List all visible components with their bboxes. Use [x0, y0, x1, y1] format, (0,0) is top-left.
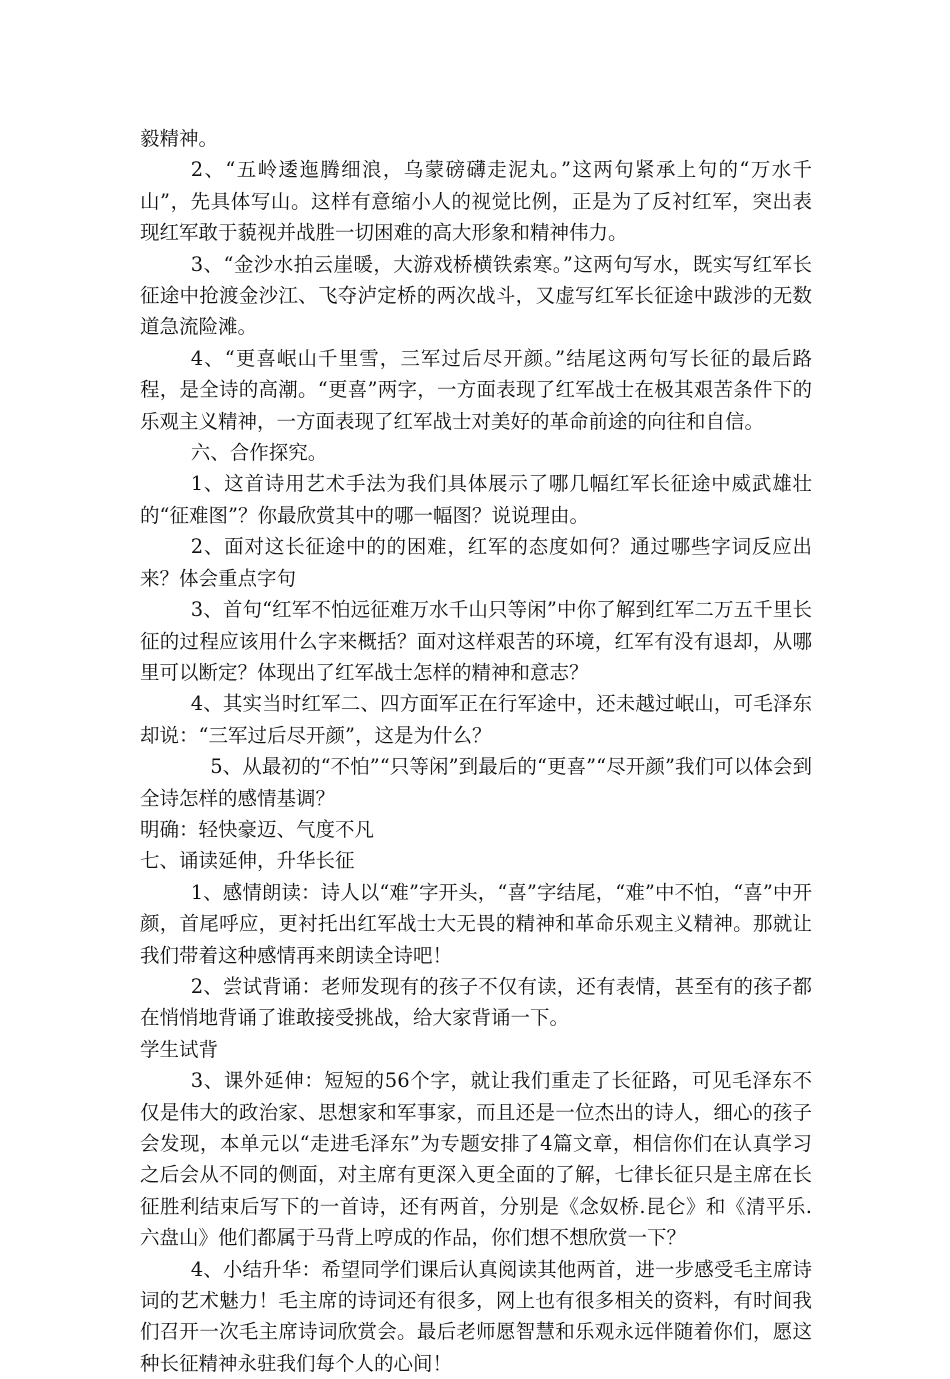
paragraph-question-2: 2、面对这长征途中的的困难，红军的态度如何？通过哪些字词反应出来？体会重点字句: [140, 535, 812, 590]
paragraph-question-4: 4、其实当时红军二、四方面军正在行军途中，还未越过岷山，可毛泽东却说：“三军过后尽开颜”，这是为什么？: [140, 692, 812, 747]
paragraph-continuation: 毅精神。: [140, 127, 219, 150]
section-heading-7: 七、诵读延伸，升华长征: [140, 849, 355, 873]
paragraph-step-3: 3、课外延伸：短短的56个字，就让我们重走了长征路，可见毛泽东不仅是伟大的政治家、思想家和军事家，而且还是一位杰出的诗人，细心的孩子会发现，本单元以“走进毛泽东”为专题安排了4篇文章，相信你们在认真学习之后会从不同的侧面，对主席有更深入更全面的了解，七律长征只是主席在长征胜利结束后写下的一首诗，还有两首，分别是《念奴桥.昆仑》和《清平乐.六盘山》他们都属于马背上哼成的作品，你们想不想欣赏一下？: [140, 1069, 812, 1250]
paragraph-step-2: 2、尝试背诵：老师发现有的孩子不仅有读，还有表情，甚至有的孩子都在悄悄地背诵了谁敢接受挑战，给大家背诵一下。: [140, 974, 812, 1030]
paragraph-step-1: 1、感情朗读：诗人以“难”字开头，“喜”字结尾，“难”中不怕，“喜”中开颜，首尾呼应，更衬托出红军战士大无畏的精神和革命乐观主义精神。那就让我们带着这种感情再来朗读全诗吧！: [140, 880, 812, 967]
paragraph-question-5: 5、从最初的“不怕”“只等闲”到最后的“更喜”“尽开颜”我们可以体会到全诗怎样的感情基调？: [140, 755, 812, 810]
paragraph-analysis-2: 2、“五岭逶迤腾细浪，乌蒙磅礴走泥丸。”这两句紧承上句的“万水千山”，先具体写山。这样有意缩小人的视觉比例，正是为了反衬红军，突出表现红军敢于藐视并战胜一切困难的高大形象和精神伟力。: [140, 158, 812, 245]
paragraph-step-4: 4、小结升华：希望同学们课后认真阅读其他两首，进一步感受毛主席诗词的艺术魅力！毛主席的诗词还有很多，网上也有很多相关的资料，有时间我们召开一次毛主席诗词欣赏会。最后老师愿智慧和乐观永远伴随着你们，愿这种长征精神永驻我们每个人的心间！: [140, 1257, 812, 1375]
paragraph-analysis-4: 4、“更喜岷山千里雪，三军过后尽开颜。”结尾这两句写长征的最后路程，是全诗的高潮。“更喜”两字，一方面表现了红军战士在极其艰苦条件下的乐观主义精神，一方面表现了红军战士对美好的革命前途的向往和自信。: [140, 346, 812, 433]
paragraph-note: 学生试背: [140, 1037, 219, 1061]
paragraph-question-1: 1、这首诗用艺术手法为我们具体展示了哪几幅红军长征途中威武雄壮的“征难图”？你最欣赏其中的哪一幅图？说说理由。: [140, 472, 812, 527]
paragraph-question-3: 3、首句“红军不怕远征难万水千山只等闲”中你了解到红军二万五千里长征的过程应该用什么字来概括？面对这样艰苦的环境，红军有没有退却，从哪里可以断定？体现出了红军战士怎样的精神和意志？: [140, 598, 812, 684]
document-body: [140, 123, 812, 1379]
section-heading-6: 六、合作探究。: [190, 441, 328, 465]
paragraph-answer: 明确：轻快豪迈、气度不凡: [140, 817, 375, 841]
paragraph-analysis-3: 3、“金沙水拍云崖暖，大游戏桥横铁索寒。”这两句写水，既实写红军长征途中抢渡金沙江、飞夺泸定桥的两次战斗，又虚写红军长征途中跋涉的无数道急流险滩。: [140, 252, 812, 339]
